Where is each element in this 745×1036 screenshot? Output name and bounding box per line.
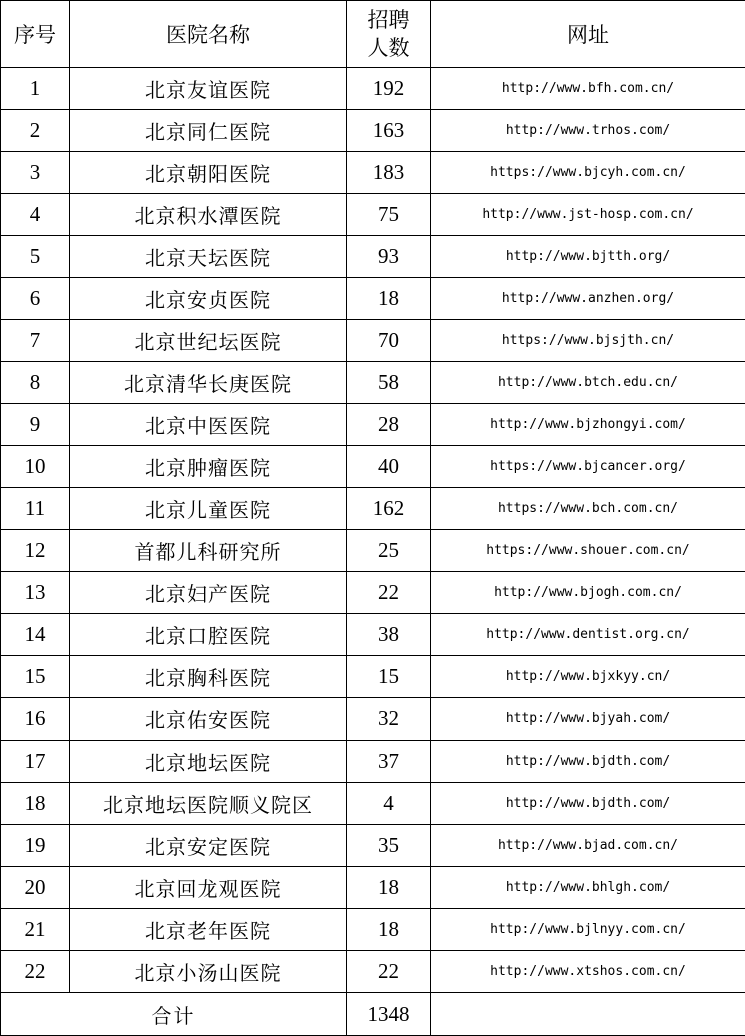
cell-serial-number: 22 <box>1 950 70 992</box>
cell-recruit-count: 22 <box>347 950 431 992</box>
cell-website-url: http://www.bjtth.org/ <box>431 236 745 278</box>
cell-serial-number: 16 <box>1 698 70 740</box>
cell-hospital-name: 北京胸科医院 <box>70 656 347 698</box>
header-recruit-count-line1: 招聘 <box>367 8 410 32</box>
cell-serial-number: 11 <box>1 488 70 530</box>
cell-website-url: https://www.bch.com.cn/ <box>431 488 745 530</box>
cell-website-url: https://www.bjcyh.com.cn/ <box>431 152 745 194</box>
cell-serial-number: 17 <box>1 740 70 782</box>
cell-recruit-count: 40 <box>347 446 431 488</box>
cell-hospital-name: 北京地坛医院顺义院区 <box>70 782 347 824</box>
header-recruit-count <box>347 1 431 68</box>
cell-serial-number: 7 <box>1 320 70 362</box>
cell-serial-number: 6 <box>1 278 70 320</box>
cell-website-url: http://www.bjogh.com.cn/ <box>431 572 745 614</box>
cell-website-url: http://www.bjxkyy.cn/ <box>431 656 745 698</box>
cell-hospital-name: 北京世纪坛医院 <box>70 320 347 362</box>
cell-hospital-name: 北京儿童医院 <box>70 488 347 530</box>
header-row <box>1 1 745 68</box>
cell-website-url: http://www.bhlgh.com/ <box>431 866 745 908</box>
table-row <box>1 110 745 152</box>
cell-website-url: http://www.bjdth.com/ <box>431 740 745 782</box>
cell-serial-number: 13 <box>1 572 70 614</box>
cell-recruit-count: 183 <box>347 152 431 194</box>
cell-recruit-count: 93 <box>347 236 431 278</box>
cell-serial-number: 5 <box>1 236 70 278</box>
cell-website-url: http://www.anzhen.org/ <box>431 278 745 320</box>
cell-recruit-count: 22 <box>347 572 431 614</box>
total-label: 合计 <box>1 993 347 1036</box>
cell-recruit-count: 28 <box>347 404 431 446</box>
table-body <box>1 68 745 993</box>
cell-serial-number: 18 <box>1 782 70 824</box>
table-row <box>1 530 745 572</box>
header-recruit-count-line2: 人数 <box>367 36 410 60</box>
table-row <box>1 320 745 362</box>
total-row <box>1 993 745 1036</box>
table-row <box>1 236 745 278</box>
cell-serial-number: 1 <box>1 68 70 110</box>
cell-website-url: http://www.bjyah.com/ <box>431 698 745 740</box>
cell-website-url: https://www.bjcancer.org/ <box>431 446 745 488</box>
cell-website-url: https://www.shouer.com.cn/ <box>431 530 745 572</box>
table-row <box>1 572 745 614</box>
cell-recruit-count: 25 <box>347 530 431 572</box>
cell-website-url: http://www.bfh.com.cn/ <box>431 68 745 110</box>
cell-serial-number: 10 <box>1 446 70 488</box>
cell-recruit-count: 18 <box>347 866 431 908</box>
cell-hospital-name: 北京清华长庚医院 <box>70 362 347 404</box>
cell-hospital-name: 北京安定医院 <box>70 824 347 866</box>
table-row <box>1 740 745 782</box>
cell-website-url: http://www.bjdth.com/ <box>431 782 745 824</box>
table-row <box>1 152 745 194</box>
cell-hospital-name: 北京同仁医院 <box>70 110 347 152</box>
cell-recruit-count: 18 <box>347 278 431 320</box>
cell-hospital-name: 北京佑安医院 <box>70 698 347 740</box>
table-row <box>1 950 745 992</box>
table-row <box>1 488 745 530</box>
cell-website-url: http://www.bjzhongyi.com/ <box>431 404 745 446</box>
cell-hospital-name: 北京朝阳医院 <box>70 152 347 194</box>
table-row <box>1 404 745 446</box>
cell-serial-number: 9 <box>1 404 70 446</box>
cell-serial-number: 3 <box>1 152 70 194</box>
cell-recruit-count: 70 <box>347 320 431 362</box>
total-url-empty <box>431 993 745 1036</box>
cell-hospital-name: 北京中医医院 <box>70 404 347 446</box>
table-row <box>1 446 745 488</box>
cell-hospital-name: 北京友谊医院 <box>70 68 347 110</box>
table-row <box>1 866 745 908</box>
cell-website-url: http://www.xtshos.com.cn/ <box>431 950 745 992</box>
cell-recruit-count: 18 <box>347 908 431 950</box>
cell-website-url: http://www.dentist.org.cn/ <box>431 614 745 656</box>
cell-hospital-name: 北京积水潭医院 <box>70 194 347 236</box>
header-hospital-name: 医院名称 <box>70 1 347 68</box>
cell-serial-number: 20 <box>1 866 70 908</box>
cell-website-url: http://www.trhos.com/ <box>431 110 745 152</box>
cell-recruit-count: 15 <box>347 656 431 698</box>
cell-hospital-name: 北京天坛医院 <box>70 236 347 278</box>
cell-hospital-name: 北京妇产医院 <box>70 572 347 614</box>
cell-serial-number: 8 <box>1 362 70 404</box>
cell-recruit-count: 32 <box>347 698 431 740</box>
cell-website-url: http://www.jst-hosp.com.cn/ <box>431 194 745 236</box>
cell-website-url: http://www.bjlnyy.com.cn/ <box>431 908 745 950</box>
cell-hospital-name: 首都儿科研究所 <box>70 530 347 572</box>
table-row <box>1 194 745 236</box>
table-row <box>1 908 745 950</box>
table-row <box>1 656 745 698</box>
cell-serial-number: 19 <box>1 824 70 866</box>
cell-recruit-count: 75 <box>347 194 431 236</box>
cell-hospital-name: 北京肿瘤医院 <box>70 446 347 488</box>
cell-serial-number: 21 <box>1 908 70 950</box>
cell-serial-number: 14 <box>1 614 70 656</box>
cell-recruit-count: 192 <box>347 68 431 110</box>
cell-recruit-count: 38 <box>347 614 431 656</box>
table-row <box>1 824 745 866</box>
cell-serial-number: 15 <box>1 656 70 698</box>
total-count: 1348 <box>347 993 431 1036</box>
cell-hospital-name: 北京小汤山医院 <box>70 950 347 992</box>
cell-website-url: http://www.btch.edu.cn/ <box>431 362 745 404</box>
cell-recruit-count: 4 <box>347 782 431 824</box>
cell-recruit-count: 35 <box>347 824 431 866</box>
table-row <box>1 782 745 824</box>
cell-serial-number: 4 <box>1 194 70 236</box>
cell-hospital-name: 北京口腔医院 <box>70 614 347 656</box>
cell-serial-number: 2 <box>1 110 70 152</box>
header-website: 网址 <box>431 1 745 68</box>
cell-hospital-name: 北京老年医院 <box>70 908 347 950</box>
cell-website-url: http://www.bjad.com.cn/ <box>431 824 745 866</box>
table-row <box>1 614 745 656</box>
cell-hospital-name: 北京安贞医院 <box>70 278 347 320</box>
table-row <box>1 68 745 110</box>
table-row <box>1 698 745 740</box>
table-row <box>1 278 745 320</box>
cell-hospital-name: 北京地坛医院 <box>70 740 347 782</box>
cell-serial-number: 12 <box>1 530 70 572</box>
cell-recruit-count: 37 <box>347 740 431 782</box>
cell-recruit-count: 58 <box>347 362 431 404</box>
cell-recruit-count: 163 <box>347 110 431 152</box>
cell-hospital-name: 北京回龙观医院 <box>70 866 347 908</box>
cell-recruit-count: 162 <box>347 488 431 530</box>
header-serial-number: 序号 <box>1 1 70 68</box>
table-row <box>1 362 745 404</box>
cell-website-url: https://www.bjsjth.cn/ <box>431 320 745 362</box>
